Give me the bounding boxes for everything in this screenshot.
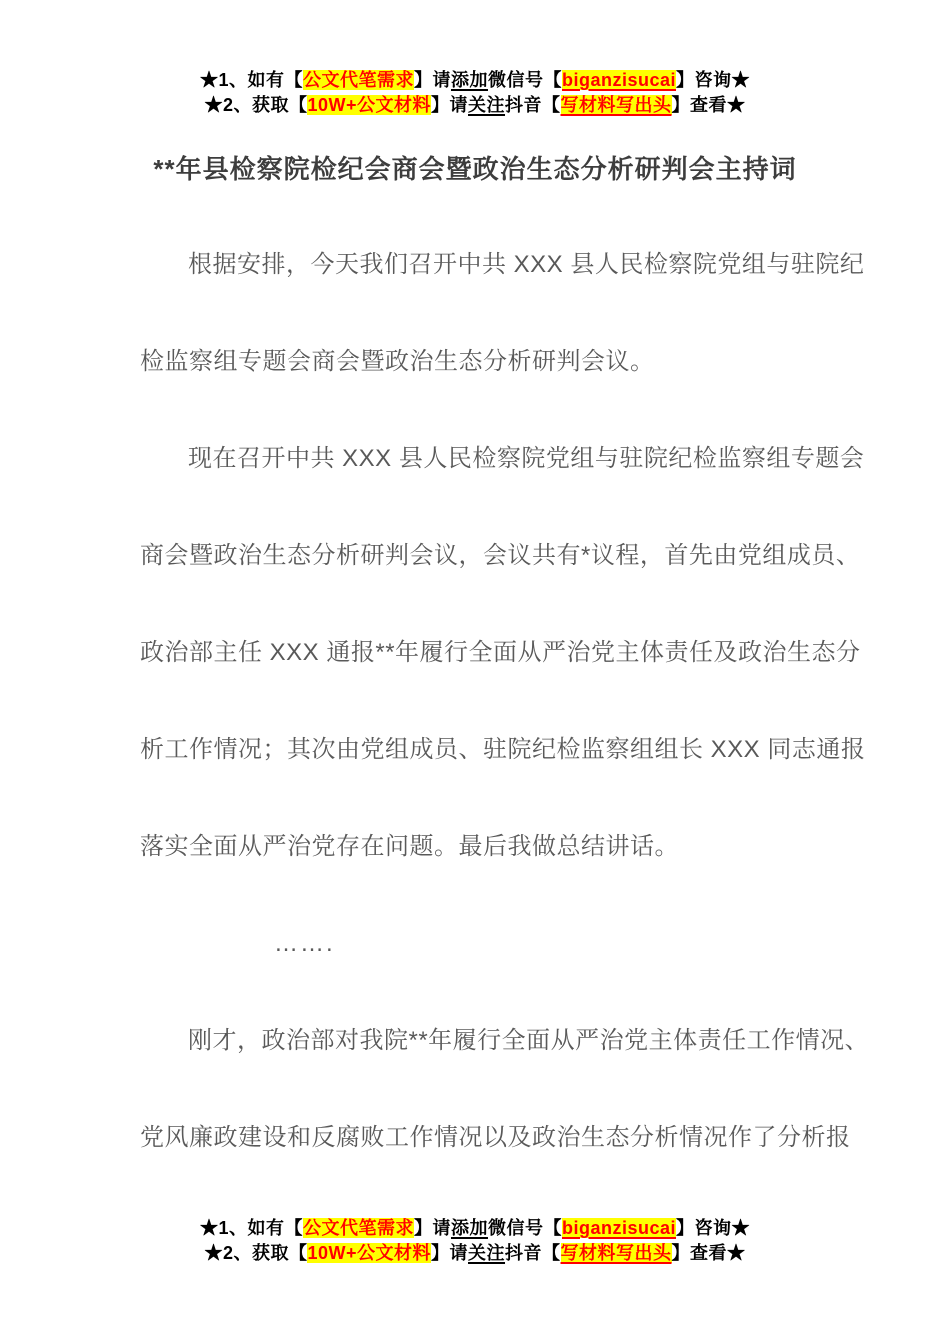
- promo-underlined-text: 关注: [468, 95, 506, 115]
- promo-text: 抖音【: [505, 1243, 561, 1263]
- promo-highlight: 10W+公文材料: [307, 95, 432, 115]
- body-line: 党风廉政建设和反腐败工作情况以及政治生态分析情况作了分析报: [140, 1124, 851, 1151]
- body-line: 商会暨政治生态分析研判会议，会议共有*议程，首先由党组成员、: [140, 542, 861, 569]
- promo-text: 】查看★: [671, 95, 746, 115]
- body-line: 根据安排，今天我们召开中共 XXX 县人民检察院党组与驻院纪: [188, 251, 865, 278]
- promo-footer-line-1: [0, 1216, 950, 1241]
- promo-highlight: 公文代笔需求: [302, 1218, 414, 1238]
- promo-text: ★1、如有【: [199, 70, 303, 90]
- promo-footer: [0, 1216, 950, 1266]
- promo-underlined-text: 添加: [450, 1218, 488, 1238]
- body-line: 析工作情况；其次由党组成员、驻院纪检监察组组长 XXX 同志通报: [140, 736, 866, 763]
- body-line: 政治部主任 XXX 通报**年履行全面从严治党主体责任及政治生态分: [140, 639, 861, 666]
- promo-text: 】请: [413, 1218, 451, 1238]
- promo-text: 】请: [431, 1243, 469, 1263]
- body-line: 检监察组专题会商会暨政治生态分析研判会议。: [140, 348, 655, 375]
- promo-text: ★2、获取【: [204, 1243, 308, 1263]
- promo-highlight-wechat-id: biganzisucai: [561, 1218, 677, 1238]
- body-line: 现在召开中共 XXX 县人民检察院党组与驻院纪检监察组专题会: [188, 445, 865, 472]
- promo-text: 抖音【: [505, 95, 561, 115]
- promo-highlight-wechat-id: biganzisucai: [561, 70, 677, 90]
- body-line: 刚才，政治部对我院**年履行全面从严治党主体责任工作情况、: [188, 1027, 870, 1054]
- promo-text: ★1、如有【: [199, 1218, 303, 1238]
- promo-text: 微信号【: [487, 1218, 562, 1238]
- promo-text: 】咨询★: [676, 1218, 751, 1238]
- promo-header: [0, 68, 950, 118]
- promo-text: 】咨询★: [676, 70, 751, 90]
- promo-text: 微信号【: [487, 70, 562, 90]
- promo-text: 】查看★: [671, 1243, 746, 1263]
- promo-underlined-text: 关注: [468, 1243, 506, 1263]
- promo-highlight: 10W+公文材料: [307, 1243, 432, 1263]
- promo-highlight-douyin-id: 写材料写出头: [560, 95, 672, 115]
- promo-text: 】请: [431, 95, 469, 115]
- promo-header-line-2: [0, 93, 950, 118]
- promo-highlight: 公文代笔需求: [302, 70, 414, 90]
- promo-text: 】请: [413, 70, 451, 90]
- promo-header-line-1: [0, 68, 950, 93]
- body-line: 落实全面从严治党存在问题。最后我做总结讲话。: [140, 833, 679, 860]
- promo-highlight-douyin-id: 写材料写出头: [560, 1243, 672, 1263]
- promo-footer-line-2: [0, 1241, 950, 1266]
- doc-title: **年县检察院检纪会商会暨政治生态分析研判会主持词: [153, 154, 797, 184]
- doc-body: [0, 216, 950, 1186]
- promo-underlined-text: 添加: [450, 70, 488, 90]
- body-line-ellipsis: …….: [274, 930, 335, 957]
- promo-text: ★2、获取【: [204, 95, 308, 115]
